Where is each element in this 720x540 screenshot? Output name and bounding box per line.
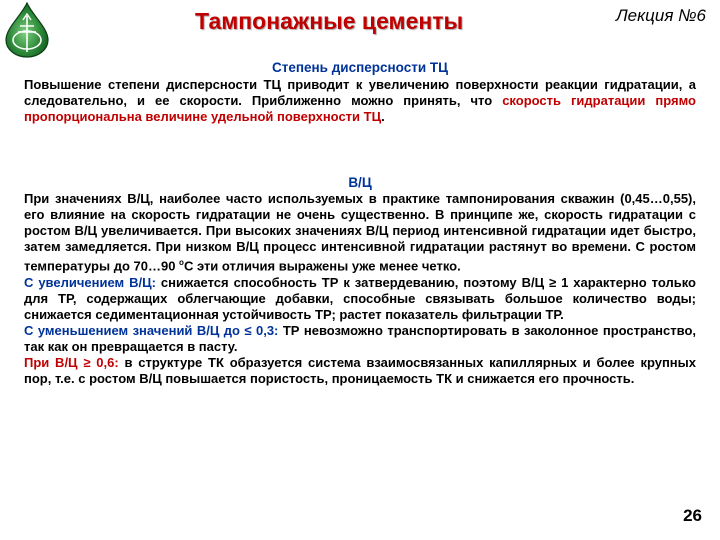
wc-increase-label: С увеличением В/Ц: (24, 274, 156, 290)
dispersion-text-end: . (381, 109, 385, 125)
drop-logo-icon (2, 2, 52, 58)
section-heading-wc: В/Ц (348, 175, 372, 190)
wc-general-text-end: С эти отличия выражены уже менее четко. (183, 258, 461, 274)
lecture-number: Лекция №6 (616, 6, 706, 25)
degree-superscript: о (179, 258, 184, 268)
wc-general-text: При значениях В/Ц, наиболее часто используемых в практике тампонирования скважин (0,45…0,55), его влияние на скорость гидратации не очень существенно. В принципе же, скорость гидратации с ростом В/Ц увеличивается. При высоких значениях В/Ц период интенсивной гидратации идет быстро, затем замедляется. При низком В/Ц процесс интенсивной гидратации растянут во времени. С ростом температуры до 70…90 (24, 191, 696, 274)
wc-increase-text: снижается способность ТР к затвердеванию, поэтому В/Ц ≥ 1 характерно только для ТР, содержащих облегчающие добавки, способные связывать большое количество воды; снижается седиментационная устойчивость ТР; растет показатель фильтрации ТР. (24, 274, 697, 322)
wc-high-label: При В/Ц ≥ 0,6: (24, 355, 119, 371)
page-number: 26 (683, 506, 702, 525)
wc-decrease-text: ТР невозможно транспортировать в заколонное пространство, так как он превращается в пасту. (24, 323, 696, 355)
wc-decrease-label: С уменьшением значений В/Ц до ≤ 0,3: (24, 323, 279, 339)
slide-title: Тампонажные цементы (195, 8, 464, 34)
dispersion-paragraph (24, 77, 696, 125)
wc-high-text: в структуре ТК образуется система взаимосвязанных капиллярных и более крупных пор, т.е. с ростом В/Ц повышается пористость, проницаемость ТК и снижается его прочность. (24, 355, 696, 387)
wc-paragraph (24, 191, 696, 387)
dispersion-text: Повышение степени дисперсности ТЦ приводит к увеличению поверхности реакции гидратации, а следовательно, и ее скорости. Приближенно можно принять, что (24, 77, 696, 109)
section-heading-dispersion: Степень дисперсности ТЦ (271, 60, 449, 75)
dispersion-highlight: скорость гидратации прямо пропорциональна величине удельной поверхности ТЦ (24, 93, 696, 125)
